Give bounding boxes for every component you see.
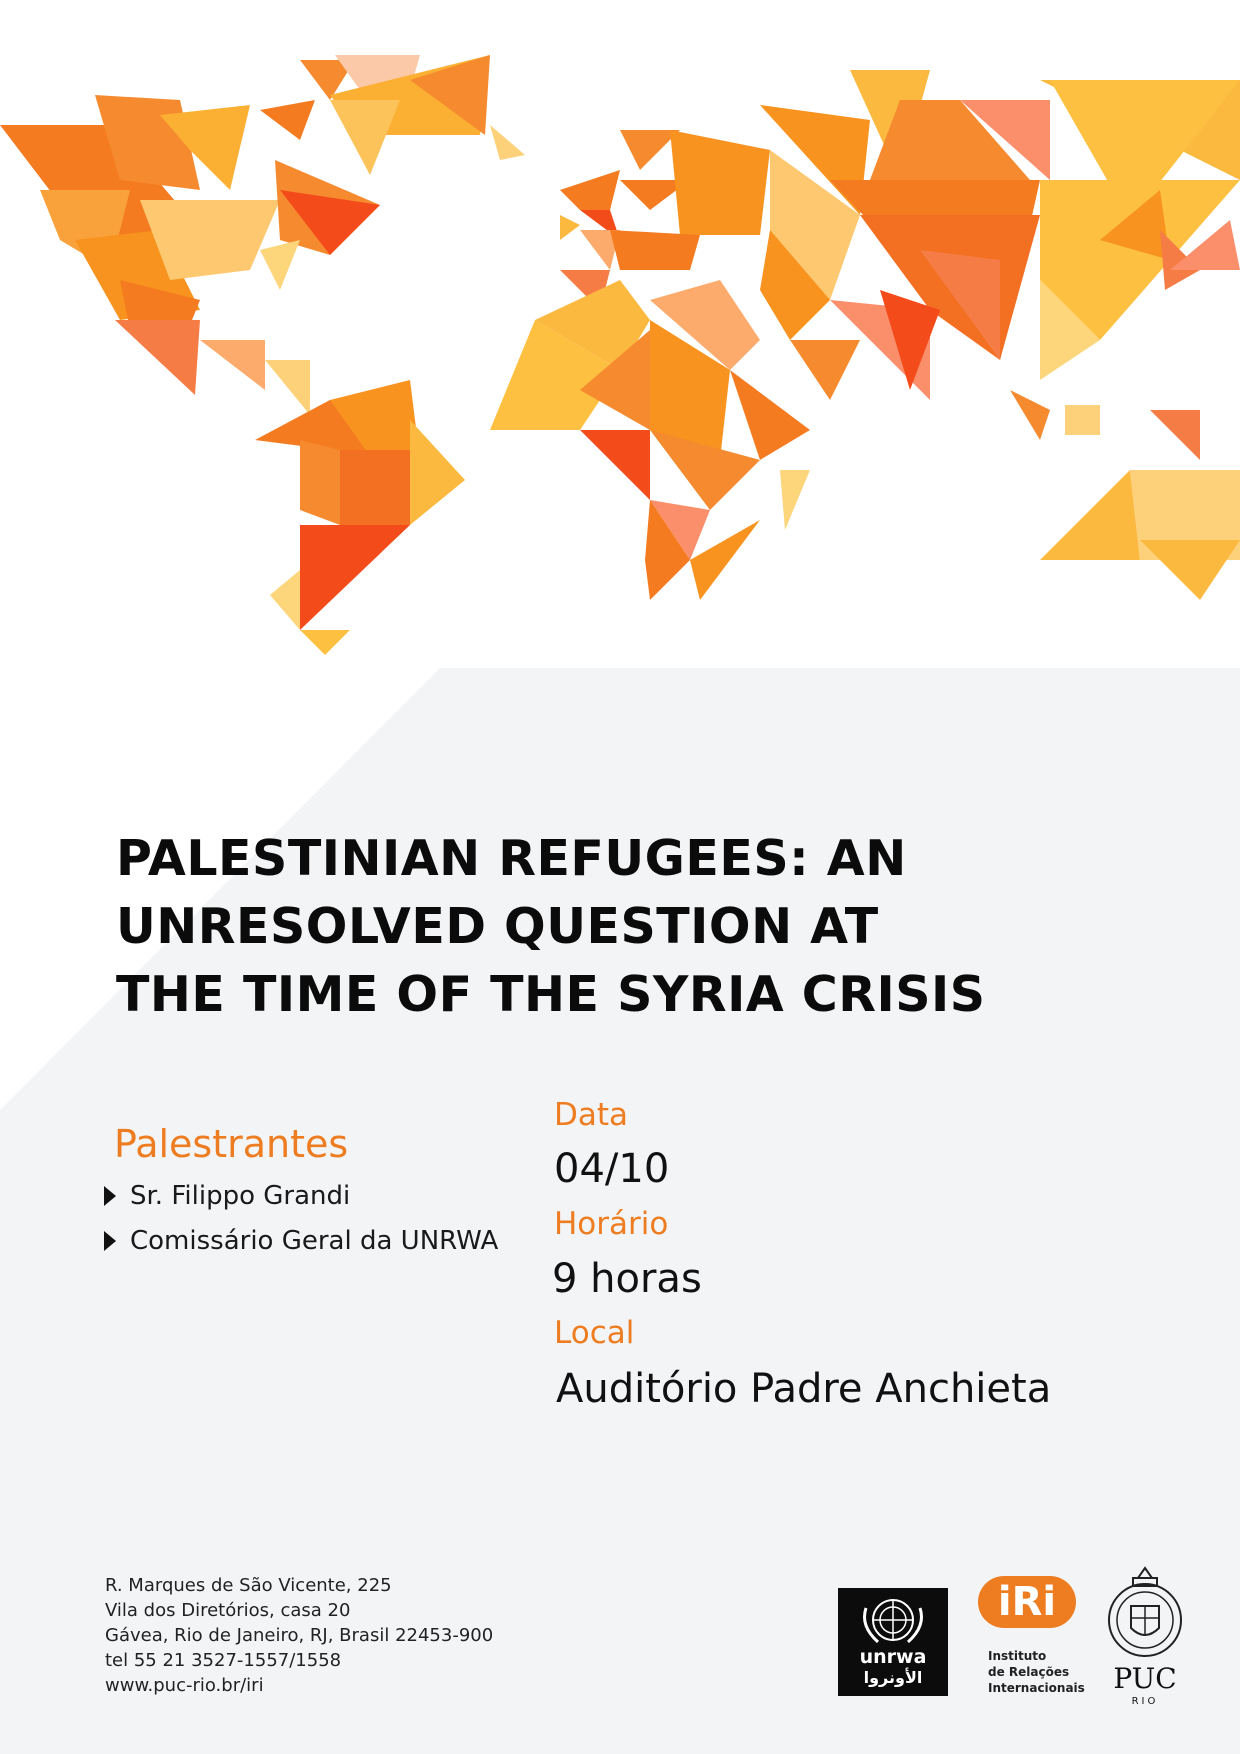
address-city: Gávea, Rio de Janeiro, RJ, Brasil 22453-900 xyxy=(105,1625,494,1646)
place-label: Local xyxy=(554,1315,635,1351)
time-label: Horário xyxy=(554,1206,669,1242)
iri-logo xyxy=(978,1568,1088,1708)
address-website: www.puc-rio.br/iri xyxy=(105,1675,264,1696)
speaker-item xyxy=(104,1226,498,1256)
address-building: Vila dos Diretórios, casa 20 xyxy=(105,1600,351,1621)
iri-logo-name xyxy=(988,1648,1085,1696)
speaker-role: Comissário Geral da UNRWA xyxy=(130,1226,499,1256)
iri-name-line: Internacionais xyxy=(988,1681,1085,1695)
iri-logo-mark: iRi xyxy=(997,1579,1057,1625)
bullet-triangle-icon xyxy=(104,1231,116,1251)
bullet-triangle-icon xyxy=(104,1186,116,1206)
address-phone: tel 55 21 3527-1557/1558 xyxy=(105,1650,342,1671)
speakers-heading: Palestrantes xyxy=(114,1122,349,1166)
speaker-name: Sr. Filippo Grandi xyxy=(130,1181,351,1211)
world-map-illustration xyxy=(0,40,1240,670)
puc-seal-icon xyxy=(1100,1562,1190,1662)
date-value: 04/10 xyxy=(554,1146,670,1192)
unrwa-logo xyxy=(838,1588,948,1696)
unrwa-logo-arabic: الأونروا xyxy=(863,1668,923,1687)
address-street: R. Marques de São Vicente, 225 xyxy=(105,1575,392,1596)
iri-name-line: de Relações xyxy=(988,1665,1070,1679)
date-label: Data xyxy=(554,1097,629,1133)
speaker-item xyxy=(104,1181,350,1211)
event-title-line-3: THE TIME OF THE SYRIA CRISIS xyxy=(116,966,986,1023)
event-title-line-1: PALESTINIAN REFUGEES: AN xyxy=(116,830,907,887)
puc-rio-logo xyxy=(1100,1562,1190,1712)
unrwa-logo-text: unrwa xyxy=(859,1646,927,1668)
event-title-line-2: UNRESOLVED QUESTION AT xyxy=(116,898,879,955)
puc-logo-sub: RIO xyxy=(1131,1696,1159,1707)
time-value: 9 horas xyxy=(552,1256,702,1302)
place-value: Auditório Padre Anchieta xyxy=(556,1366,1052,1412)
iri-name-line: Instituto xyxy=(988,1649,1047,1663)
address-block xyxy=(105,1573,493,1698)
puc-logo-mark: PUC xyxy=(1113,1662,1177,1695)
event-title xyxy=(116,825,1116,1029)
